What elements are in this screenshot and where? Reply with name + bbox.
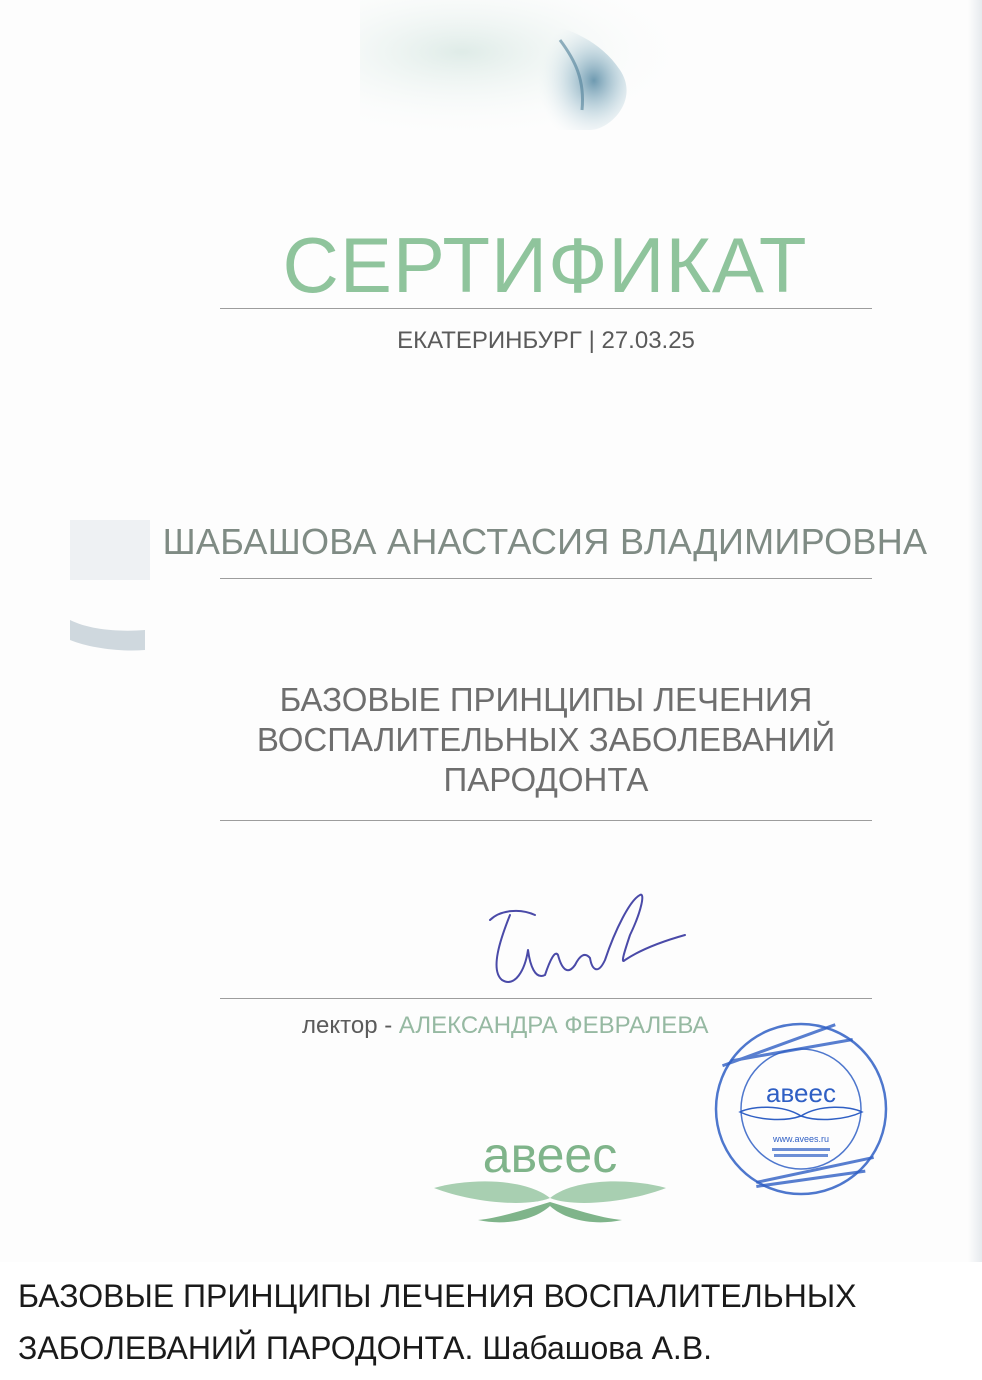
divider — [220, 998, 872, 999]
certificate-title: СЕРТИФИКАТ — [282, 221, 808, 309]
avees-logo — [430, 1120, 670, 1230]
official-stamp — [712, 1020, 890, 1198]
edge-shadow-right — [968, 0, 982, 1262]
divider — [220, 578, 872, 579]
logo-text: авеес — [482, 1127, 618, 1183]
lecturer-separator: - — [377, 1012, 399, 1039]
course-title-line: БАЗОВЫЕ ПРИНЦИПЫ ЛЕЧЕНИЯ — [279, 681, 813, 718]
signature — [480, 880, 700, 1000]
image-caption — [18, 1270, 968, 1374]
recipient-name: ШАБАШОВА АНАСТАСИЯ ВЛАДИМИРОВНА — [162, 521, 928, 562]
stamp-center-text: авеес — [766, 1078, 836, 1108]
watercolor-decoration — [360, 0, 700, 130]
caption-line: БАЗОВЫЕ ПРИНЦИПЫ ЛЕЧЕНИЯ ВОСПАЛИТЕЛЬНЫХ — [18, 1278, 857, 1314]
lecturer-line — [302, 1010, 709, 1042]
lecturer-name: АЛЕКСАНДРА ФЕВРАЛЕВА — [398, 1012, 709, 1039]
course-title-line: ВОСПАЛИТЕЛЬНЫХ ЗАБОЛЕВАНИЙ — [256, 721, 836, 758]
city-date: ЕКАТЕРИНБУРГ | 27.03.25 — [397, 327, 695, 354]
stamp-url: www.avees.ru — [772, 1134, 830, 1144]
divider — [220, 308, 872, 309]
caption-line: ЗАБОЛЕВАНИЙ ПАРОДОНТА. Шабашова А.В. — [18, 1330, 713, 1366]
divider — [220, 820, 872, 821]
edge-shadow — [0, 520, 150, 680]
lecturer-role: лектор — [302, 1012, 378, 1039]
course-title — [220, 680, 872, 800]
course-title-line: ПАРОДОНТА — [443, 761, 649, 798]
